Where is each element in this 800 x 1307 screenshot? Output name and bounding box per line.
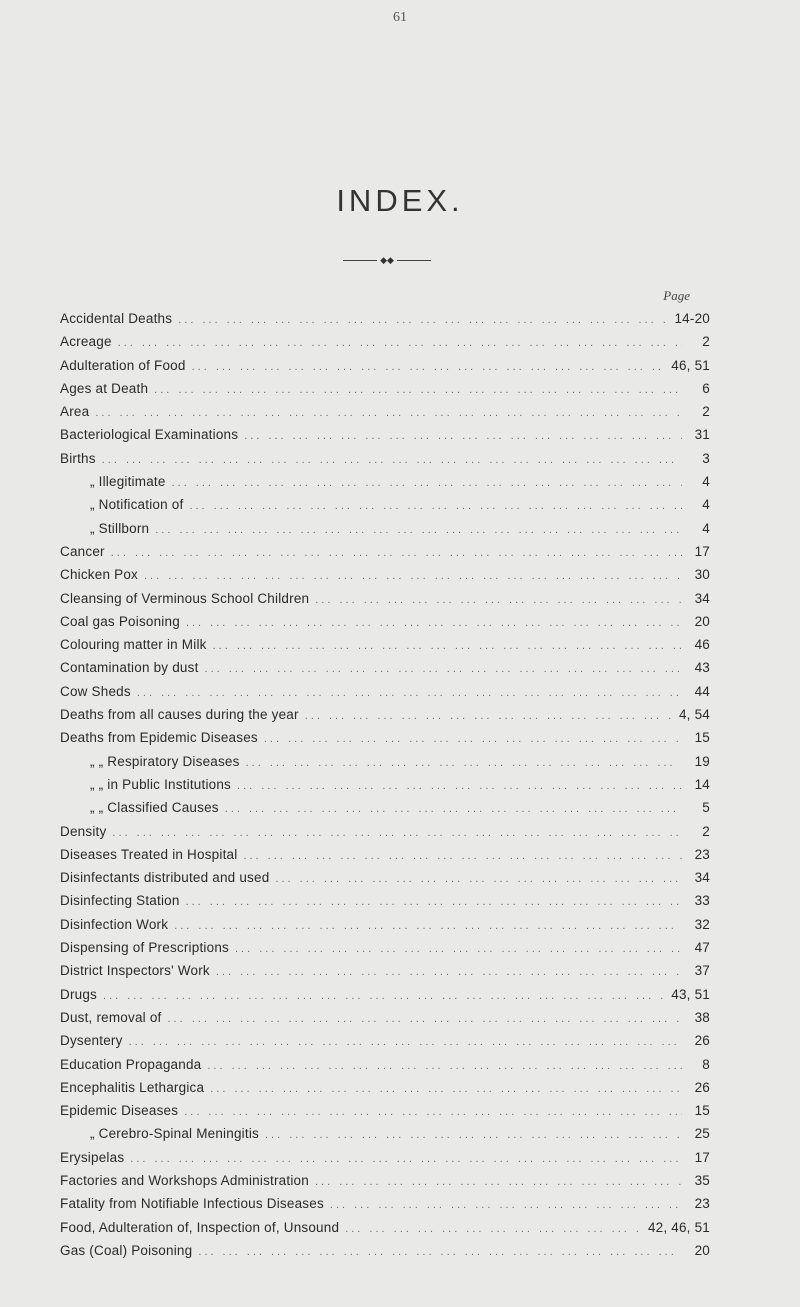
index-entry-pages: 26 xyxy=(694,1033,710,1049)
index-entry xyxy=(60,540,710,563)
index-entry-pages: 25 xyxy=(694,1126,710,1142)
index-entry xyxy=(60,633,710,656)
index-entry-term: Ages at Death xyxy=(60,380,149,396)
index-entry-term: Dust, removal of xyxy=(60,1009,162,1025)
index-entry xyxy=(60,493,710,516)
dot-leader xyxy=(315,1171,682,1194)
dot-leader xyxy=(137,682,682,705)
dot-leader xyxy=(275,868,682,891)
index-entry-pages: 30 xyxy=(694,567,710,583)
index-entry xyxy=(60,517,710,540)
index-entry-pages: 23 xyxy=(694,1196,710,1212)
index-entry-term: Food, Adulteration of, Inspection of, Unsound xyxy=(60,1219,340,1235)
index-entry xyxy=(60,959,710,982)
index-entry-term: Erysipelas xyxy=(60,1149,125,1165)
index-entry xyxy=(60,1169,710,1192)
index-entry-term: Colouring matter in Milk xyxy=(60,637,207,653)
index-entry-term: Deaths from all causes during the year xyxy=(60,707,299,723)
index-entry-pages: 37 xyxy=(694,963,710,979)
dot-leader xyxy=(305,705,673,728)
index-entry xyxy=(60,377,710,400)
index-entry-term: Disinfection Work xyxy=(60,916,169,932)
index-entry-pages: 32 xyxy=(694,916,710,932)
index-entry-term: „ „ in Public Institutions xyxy=(90,776,232,792)
index-entry-pages: 17 xyxy=(694,1149,710,1165)
dot-leader xyxy=(130,1148,682,1171)
index-entry-pages: 15 xyxy=(694,1103,710,1119)
index-entry-term: Disinfecting Station xyxy=(60,893,180,909)
index-entry-pages: 6 xyxy=(702,380,710,396)
index-entry-term: „ Notification of xyxy=(90,497,184,513)
dot-leader xyxy=(186,612,682,635)
index-entry-pages: 4 xyxy=(702,497,710,513)
index-entry-term: Births xyxy=(60,450,96,466)
dot-leader xyxy=(178,309,668,332)
index-entry-term: Encephalitis Lethargica xyxy=(60,1079,205,1095)
index-entry-term: Dispensing of Prescriptions xyxy=(60,940,229,956)
index-entry-pages: 43 xyxy=(694,660,710,676)
index-entry-pages: 3 xyxy=(702,450,710,466)
dot-leader xyxy=(213,635,682,658)
index-entry-pages: 26 xyxy=(694,1079,710,1095)
index-entry xyxy=(60,563,710,586)
index-entry xyxy=(60,820,710,843)
dot-leader xyxy=(198,1241,682,1264)
index-entry-term: Contamination by dust xyxy=(60,660,199,676)
dot-leader xyxy=(184,1101,682,1124)
index-entry xyxy=(60,796,710,819)
index-entry-pages: 5 xyxy=(702,800,710,816)
index-entry xyxy=(60,703,710,726)
index-entry xyxy=(60,1122,710,1145)
dot-leader xyxy=(205,658,682,681)
index-entry xyxy=(60,330,710,353)
index-entry xyxy=(60,1216,710,1239)
index-entry xyxy=(60,773,710,796)
dot-leader xyxy=(95,402,682,425)
dot-leader xyxy=(111,542,682,565)
index-entry-pages: 14-20 xyxy=(674,311,710,326)
index-entry xyxy=(60,470,710,493)
dot-leader xyxy=(189,495,682,518)
index-entry-pages: 4, 54 xyxy=(678,707,710,723)
index-entry xyxy=(60,587,710,610)
index-entry-pages: 43, 51 xyxy=(671,986,710,1002)
index-entry xyxy=(60,983,710,1006)
index-entry-pages: 33 xyxy=(694,893,710,909)
index-entry xyxy=(60,936,710,959)
index-entry-pages: 38 xyxy=(694,1009,710,1025)
index-entry-term: Cancer xyxy=(60,543,105,559)
index-entry-pages: 4 xyxy=(702,474,710,490)
index-entry-term: „ „ Classified Causes xyxy=(90,800,219,816)
dot-leader xyxy=(129,1031,682,1054)
dot-leader xyxy=(345,1218,642,1241)
index-entry-pages: 4 xyxy=(702,520,710,536)
index-entry-pages: 8 xyxy=(702,1056,710,1072)
index-entry xyxy=(60,1192,710,1215)
index-entry-term: Accidental Deaths xyxy=(60,311,173,326)
index-entry-pages: 44 xyxy=(694,683,710,699)
index-list xyxy=(60,307,710,1262)
index-entry xyxy=(60,866,710,889)
page-column-header: Page xyxy=(663,288,690,303)
index-entry-term: Adulteration of Food xyxy=(60,357,186,373)
index-entry-term: „ Cerebro-Spinal Meningitis xyxy=(90,1126,259,1142)
index-entry xyxy=(60,726,710,749)
index-entry-term: Fatality from Notifiable Infectious Diseases xyxy=(60,1196,324,1212)
index-entry-term: Gas (Coal) Poisoning xyxy=(60,1242,193,1258)
dot-leader xyxy=(210,1078,682,1101)
index-entry-pages: 34 xyxy=(694,590,710,606)
index-entry-pages: 34 xyxy=(694,870,710,886)
index-entry-pages: 20 xyxy=(694,1242,710,1258)
index-entry-term: Education Propaganda xyxy=(60,1056,202,1072)
index-entry xyxy=(60,1006,710,1029)
dot-leader xyxy=(154,379,682,402)
index-entry-term: Area xyxy=(60,404,90,420)
index-entry xyxy=(60,680,710,703)
dot-leader xyxy=(216,961,682,984)
index-entry xyxy=(60,1239,710,1262)
index-entry xyxy=(60,447,710,470)
dot-leader xyxy=(186,891,682,914)
page-title: INDEX. xyxy=(336,183,464,218)
index-entry xyxy=(60,1053,710,1076)
index-entry-term: „ Illegitimate xyxy=(90,474,166,490)
index-entry xyxy=(60,354,710,377)
index-entry-pages: 2 xyxy=(702,823,710,839)
dot-leader xyxy=(103,985,665,1008)
index-entry-pages: 23 xyxy=(694,846,710,862)
index-entry-term: „ Stillborn xyxy=(90,520,150,536)
index-entry-pages: 35 xyxy=(694,1172,710,1188)
index-entry-term: Factories and Workshops Administration xyxy=(60,1172,309,1188)
index-entry xyxy=(60,400,710,423)
dot-leader xyxy=(174,915,682,938)
index-entry xyxy=(60,423,710,446)
index-entry-term: „ „ Respiratory Diseases xyxy=(90,753,240,769)
index-entry-term: Coal gas Poisoning xyxy=(60,613,180,629)
index-entry xyxy=(60,750,710,773)
index-entry xyxy=(60,1076,710,1099)
index-entry-term: Cow Sheds xyxy=(60,683,131,699)
dot-leader xyxy=(237,775,682,798)
index-entry-term: Drugs xyxy=(60,986,98,1002)
index-entry-term: Dysentery xyxy=(60,1033,123,1049)
index-entry-term: Chicken Pox xyxy=(60,567,138,583)
dot-leader xyxy=(192,356,666,379)
dot-leader xyxy=(330,1194,682,1217)
dot-leader xyxy=(243,845,682,868)
index-entry-term: Deaths from Epidemic Diseases xyxy=(60,730,258,746)
index-entry-term: Bacteriological Examinations xyxy=(60,427,239,443)
index-entry-pages: 20 xyxy=(694,613,710,629)
index-entry xyxy=(60,610,710,633)
dot-leader xyxy=(264,728,682,751)
index-entry-term: Density xyxy=(60,823,107,839)
dot-leader xyxy=(235,938,682,961)
index-entry-pages: 31 xyxy=(694,427,710,443)
index-entry xyxy=(60,656,710,679)
index-entry-pages: 42, 46, 51 xyxy=(647,1219,710,1235)
index-entry-pages: 2 xyxy=(702,404,710,420)
dot-leader xyxy=(118,332,682,355)
index-entry-pages: 14 xyxy=(694,776,710,792)
index-entry-pages: 17 xyxy=(694,543,710,559)
index-entry-pages: 46, 51 xyxy=(671,357,710,373)
index-entry xyxy=(60,843,710,866)
dot-leader xyxy=(102,449,682,472)
dot-leader xyxy=(225,798,682,821)
dot-leader xyxy=(244,425,682,448)
index-entry-term: Epidemic Diseases xyxy=(60,1103,179,1119)
index-entry-pages: 46 xyxy=(694,637,710,653)
dot-leader xyxy=(172,472,682,495)
index-entry-pages: 47 xyxy=(694,940,710,956)
index-entry-term: Cleansing of Verminous School Children xyxy=(60,590,310,606)
dot-leader xyxy=(112,822,682,845)
dot-leader xyxy=(167,1008,682,1031)
index-entry-term: Acreage xyxy=(60,334,112,350)
dot-leader xyxy=(315,589,682,612)
page-number: 61 xyxy=(393,10,407,25)
ornament-icon: ◆◆ xyxy=(377,254,397,266)
index-entry xyxy=(60,913,710,936)
dot-leader xyxy=(265,1124,682,1147)
dot-leader xyxy=(144,565,682,588)
index-entry-term: Diseases Treated in Hospital xyxy=(60,846,238,862)
index-entry xyxy=(60,1099,710,1122)
index-entry-pages: 2 xyxy=(702,334,710,350)
dot-leader xyxy=(246,752,682,775)
index-entry xyxy=(60,1029,710,1052)
index-entry xyxy=(60,307,710,330)
index-entry-pages: 19 xyxy=(694,753,710,769)
index-entry xyxy=(60,1146,710,1169)
index-entry-pages: 15 xyxy=(694,730,710,746)
dot-leader xyxy=(155,519,682,542)
index-entry-term: Disinfectants distributed and used xyxy=(60,870,270,886)
index-entry-term: District Inspectors' Work xyxy=(60,963,210,979)
index-entry xyxy=(60,889,710,912)
dot-leader xyxy=(207,1055,682,1078)
